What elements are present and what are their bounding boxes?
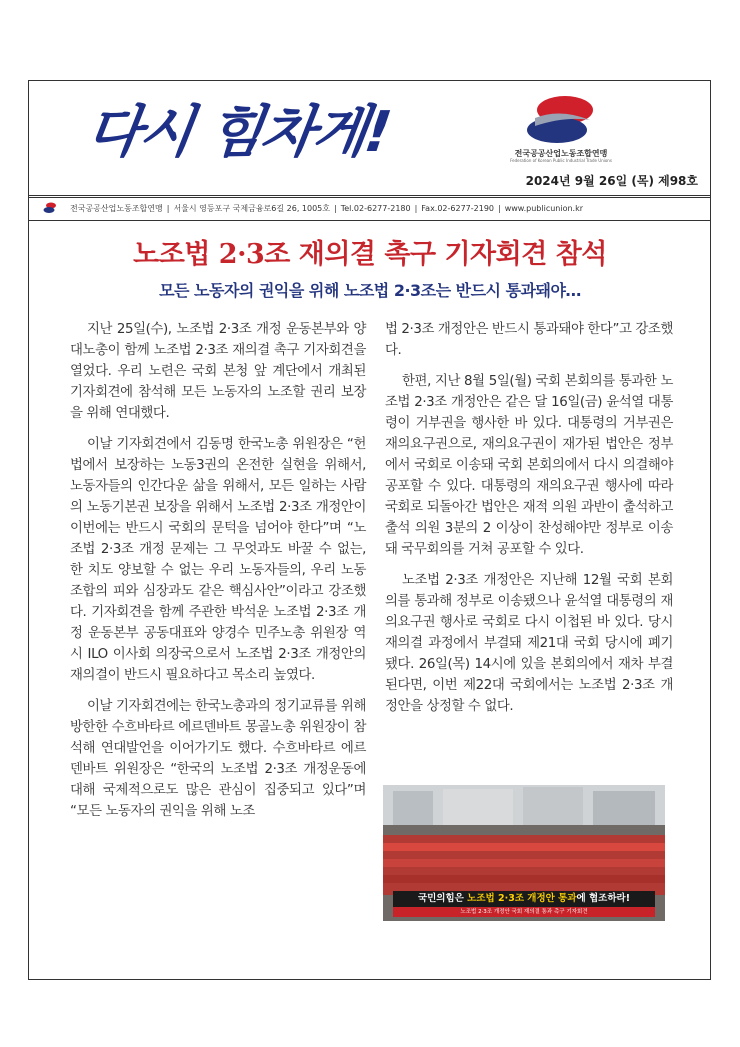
photo-banner-highlight: 노조법 2·3조 개정안 통과 bbox=[467, 893, 577, 904]
article-right-column bbox=[385, 319, 673, 727]
info-separator: | bbox=[498, 203, 501, 213]
info-separator: | bbox=[334, 203, 337, 213]
article-paragraph: 노조법 2·3조 개정안은 지난해 12월 국회 본회의를 통과해 정부로 이송됐으나 윤석열 대통령의 재의요구권 행사로 국회로 다시 이첩된 바 있다. 당시 재의결 과정에서 부결돼 제21대 국회 당시에 폐기됐다. 26일(목) 14시에 있을 본회의에서 재차 부결된다면, 이번 제22대 국회에서는 노조법 2·3조 개정안을 상정할 수 없다. bbox=[385, 573, 673, 714]
masthead-rule bbox=[28, 195, 711, 198]
info-separator: | bbox=[414, 203, 418, 213]
photo-banner-prefix: 국민의힘은 bbox=[417, 893, 468, 904]
issue-date: 2024년 9월 26일 (목) 제98호 bbox=[525, 174, 698, 188]
info-separator: | bbox=[166, 203, 170, 213]
info-website-link[interactable]: www.publicunion.kr bbox=[504, 203, 584, 213]
photo-banner bbox=[393, 891, 655, 907]
article-paragraph: 이날 기자회견에는 한국노총과의 정기교류를 위해 방한한 수흐바타르 에르덴바트 몽골노총 위원장이 참석해 연대발언을 이어가기도 했다. 수흐바타르 에르덴바트 위원장은 “한국의 노조법 2·3조 개정운동에 대해 국제적으로도 많은 관심이 집중되고 있다”며 “모든 노동자의 권익을 위해 노조 bbox=[70, 699, 366, 819]
info-bar bbox=[70, 200, 710, 216]
logo-org-name: 전국공공산업노동조합연맹 bbox=[514, 149, 608, 158]
info-tel: Tel.02-6277-2180 bbox=[340, 203, 411, 213]
info-fax: Fax.02-6277-2190 bbox=[421, 203, 495, 213]
info-bar-logo-icon bbox=[42, 201, 58, 215]
article-left-column bbox=[70, 319, 366, 832]
article-paragraph: 지난 25일(수), 노조법 2·3조 개정 운동본부와 양대노총이 함께 노조법 2·3조 재의결 촉구 기자회견을 열었다. 우리 노련은 국회 본청 앞 계단에서 개최된 기자회견에 참석해 모든 노동자의 노조할 권리 보장을 위해 연대했다. bbox=[70, 322, 366, 421]
info-rule bbox=[28, 220, 711, 221]
press-conference-photo bbox=[383, 785, 665, 921]
info-org: 전국공공산업노동조합연맹 bbox=[70, 203, 163, 213]
masthead bbox=[82, 88, 418, 188]
article-paragraph: 한편, 지난 8월 5일(월) 국회 본회의를 통과한 노조법 2·3조 개정안은 같은 달 16일(금) 윤석열 대통령이 거부권을 행사한 바 있다. 대통령의 거부권은 재의요구권으로, 재의요구권이 재가된 법안은 정부에서 국회로 이송돼 국회 본회의에서 다시 의결해야 공포할 수 있다. 대통령의 재의요구권 행사에 따라 국회로 되돌아간 법안은 재적 의원 과반이 출석하고 출석 의원 3분의 2 이상이 찬성해야만 정부로 이송돼 국무회의를 거쳐 공포할 수 있다. bbox=[385, 374, 673, 557]
article-paragraph: 법 2·3조 개정안은 반드시 통과돼야 한다”고 강조했다. bbox=[385, 322, 673, 358]
photo-banner-suffix: 에 협조하라! bbox=[576, 893, 631, 904]
article-paragraph: 이날 기자회견에서 김동명 한국노총 위원장은 “헌법에서 보장하는 노동3권의 온전한 실현을 위해서, 노동자들의 인간다운 삶을 위해서, 모든 일하는 사람의 노동기본권 보장을 위해서 노조법 2·3조 개정안이 이번에는 반드시 국회의 문턱을 넘어야 한다”며 “노조법 2·3조 개정 문제는 그 무엇과도 바꿀 수 없는, 한 치도 양보할 수 없는 우리 노동자들의, 우리 노동조합의 피와 심장과도 같은 핵심사안”이라고 강조했다. 기자회견을 함께 주관한 박석운 노조법 2·3조 개정 운동본부 공동대표와 양경수 민주노총 위원장 역시 ILO 이사회 의장국으로서 노조법 2·3조 개정안의 재의결이 반드시 필요하다고 목소리 높였다. bbox=[70, 437, 366, 683]
logo-org-name-en: Federation of Korean Public Industrial Trade Unions bbox=[510, 158, 612, 163]
photo-sub-banner: 노조법 2·3조 개정안 국회 재의결 통과 촉구 기자회견 bbox=[393, 907, 655, 917]
info-address: 서울시 영등포구 국제금융로6길 26, 1005호 bbox=[173, 203, 330, 213]
article-subhead: 모든 노동자의 권익을 위해 노조법 2·3조는 반드시 통과돼야… bbox=[159, 281, 581, 300]
article-headline: 노조법 2·3조 재의결 촉구 기자회견 참석 bbox=[133, 239, 607, 270]
masthead-title: 다시 힘차게! bbox=[82, 100, 394, 165]
